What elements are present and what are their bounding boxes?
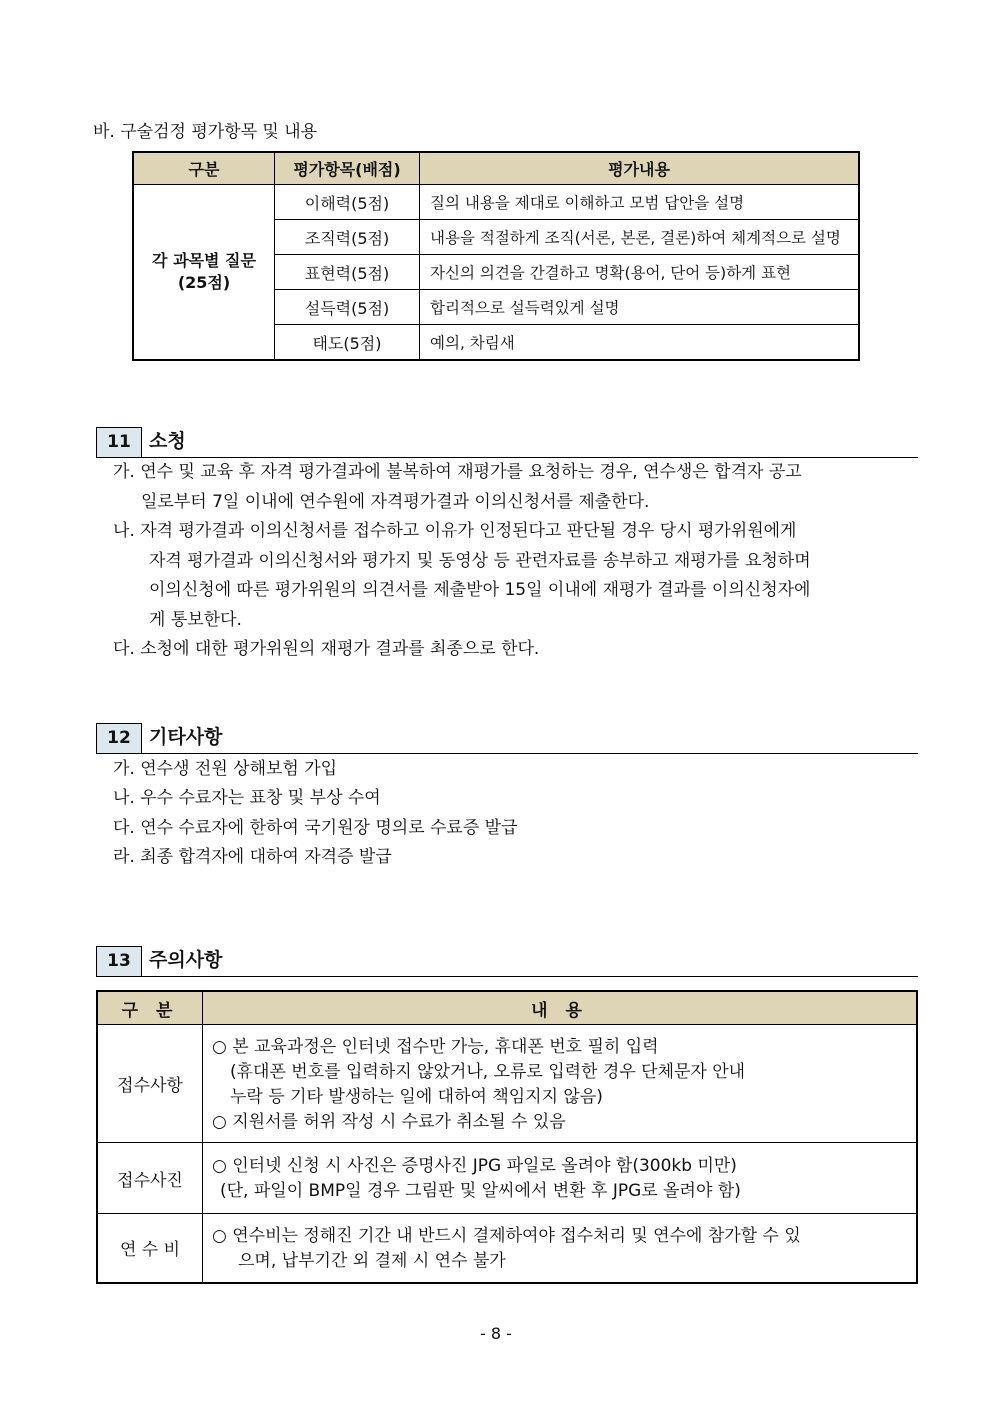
table-header-row: [97, 991, 917, 1025]
item-cell: 표현력(5점): [275, 255, 420, 290]
row-label: 접수사진: [97, 1143, 203, 1214]
item-continuation: 게 통보한다.: [149, 609, 242, 630]
row-content: [203, 1214, 918, 1283]
section-12-item: 가. 연수생 전원 상해보험 가입: [113, 759, 338, 779]
item-cell: 설득력(5점): [275, 290, 420, 325]
header-item: 평가항목(배점): [275, 152, 420, 185]
header-content: 내 용: [203, 991, 918, 1025]
table-row: [97, 1214, 917, 1283]
item-first-line: 나. 자격 평가결과 이의신청서를 접수하고 이유가 인정된다고 판단될 경우 당시 평가위원에게: [113, 521, 797, 541]
table-row: [97, 1143, 917, 1214]
section-13-title: 주의사항: [149, 949, 223, 971]
item-continuation: 자격 평가결과 이의신청서와 평가지 및 동영상 등 관련자료를 송부하고 재평가를 요청하며: [149, 550, 811, 571]
section-12-item: 라. 최종 합격자에 대하여 자격증 발급: [113, 847, 392, 867]
table-row: [97, 1025, 917, 1143]
content-cell: 내용을 적절하게 조직(서론, 본론, 결론)하여 체계적으로 설명: [420, 220, 860, 255]
section-11-number: 11: [96, 427, 142, 457]
section-ba-title: 바. 구술검정 평가항목 및 내용: [93, 122, 318, 142]
content-cell: 합리적으로 설득력있게 설명: [420, 290, 860, 325]
header-category: 구분: [133, 152, 275, 185]
precautions-table: [96, 990, 918, 1284]
content-line: (단, 파일이 BMP일 경우 그림판 및 알씨에서 변환 후 JPG로 올려야 함): [220, 1181, 741, 1201]
category-label: 각 과목별 질문: [152, 251, 256, 270]
content-line: 으며, 납부기간 외 결제 시 연수 불가: [238, 1250, 506, 1271]
item-first-line: 다. 소청에 대한 평가위원의 재평가 결과를 최종으로 한다.: [113, 639, 540, 659]
item-cell: 태도(5점): [275, 325, 420, 361]
table-header-row: [133, 152, 859, 185]
section-11-title: 소청: [149, 430, 186, 452]
content-cell: 질의 내용을 제대로 이해하고 모범 답안을 설명: [420, 185, 860, 220]
row-label: 연 수 비: [97, 1214, 203, 1283]
content-cell: 예의, 차림새: [420, 325, 860, 361]
oral-exam-table: [132, 151, 860, 361]
item-continuation: 일로부터 7일 이내에 연수원에 자격평가결과 이의신청서를 제출한다.: [141, 491, 650, 512]
category-score: (25점): [177, 273, 231, 292]
item-continuation: 이의신청에 따른 평가위원의 의견서를 제출받아 15일 이내에 재평가 결과를 이의신청자에: [149, 580, 811, 600]
content-line: 누락 등 기타 발생하는 일에 대하여 책임지지 않음): [230, 1086, 603, 1107]
page-number: - 8 -: [480, 1324, 512, 1343]
section-12-header: [96, 723, 918, 754]
content-line: ○ 인터넷 신청 시 사진은 증명사진 JPG 파일로 올려야 함(300kb 미만): [212, 1156, 737, 1176]
section-11-header: [96, 427, 918, 458]
content-line: ○ 연수비는 정해진 기간 내 반드시 결제하여야 접수처리 및 연수에 참가할 수 있: [212, 1225, 801, 1246]
content-line: ○ 지원서를 허위 작성 시 수료가 취소될 수 있음: [212, 1111, 566, 1132]
section-11-item-da: [113, 635, 919, 665]
content-line: (휴대폰 번호를 입력하지 않았거나, 오류로 입력한 경우 단체문자 안내: [230, 1061, 746, 1082]
section-11-item-na: [113, 517, 919, 635]
header-content: 평가내용: [420, 152, 860, 185]
section-12-item: 다. 연수 수료자에 한하여 국기원장 명의로 수료증 발급: [113, 818, 518, 838]
table-row: [133, 185, 859, 220]
section-12-number: 12: [96, 723, 142, 753]
item-cell: 조직력(5점): [275, 220, 420, 255]
section-13-number: 13: [96, 946, 142, 976]
category-cell: [133, 185, 275, 361]
row-label: 접수사항: [97, 1025, 203, 1143]
section-12-title: 기타사항: [149, 726, 223, 748]
section-12-item: 나. 우수 수료자는 표창 및 부상 수여: [113, 788, 381, 808]
row-content: [203, 1143, 918, 1214]
section-13-header: [96, 946, 918, 977]
content-line: ○ 본 교육과정은 인터넷 접수만 가능, 휴대폰 번호 필히 입력: [212, 1036, 659, 1057]
item-cell: 이해력(5점): [275, 185, 420, 220]
content-cell: 자신의 의견을 간결하고 명확(용어, 단어 등)하게 표현: [420, 255, 860, 290]
section-11-item-ga: [113, 458, 919, 517]
item-first-line: 가. 연수 및 교육 후 자격 평가결과에 불복하여 재평가를 요청하는 경우, 연수생은 합격자 공고: [113, 462, 802, 482]
header-category: 구 분: [97, 991, 203, 1025]
row-content: [203, 1025, 918, 1143]
